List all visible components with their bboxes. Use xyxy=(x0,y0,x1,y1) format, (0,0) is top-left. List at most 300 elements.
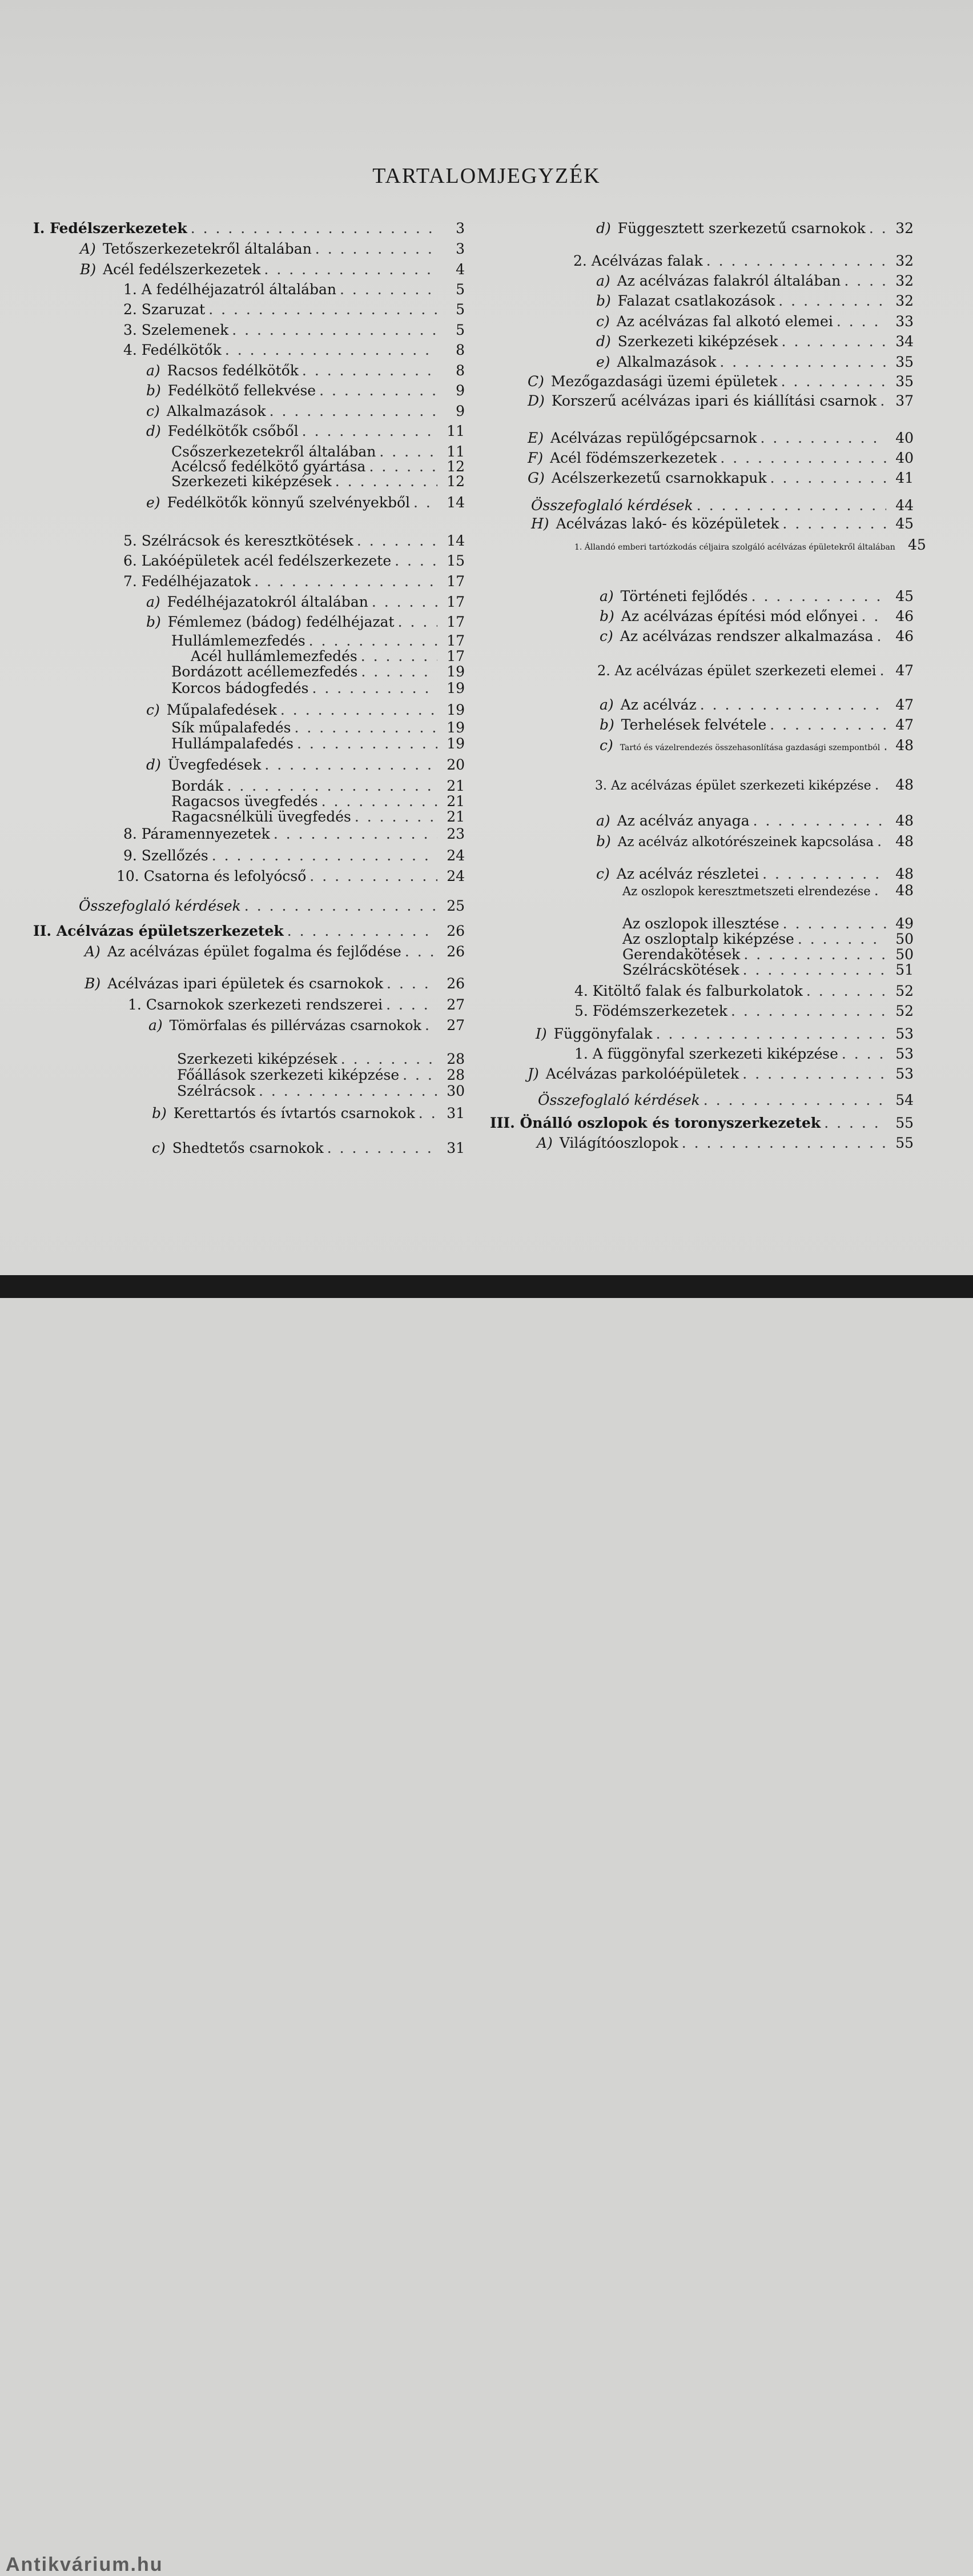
left-toc-entry xyxy=(152,1105,465,1121)
leader-dots xyxy=(254,574,437,590)
entry-page-number: 27 xyxy=(447,1017,465,1033)
entry-marker: a) xyxy=(146,594,160,610)
left-toc-entry xyxy=(146,403,465,419)
entry-title: Összefoglaló kérdések xyxy=(531,497,693,514)
entry-page-number: 53 xyxy=(895,1065,914,1082)
leader-dots xyxy=(419,1105,437,1121)
entry-page-number: 32 xyxy=(895,273,914,289)
entry-page-number: 21 xyxy=(447,778,465,794)
entry-title: Bordázott acéllemezfedés xyxy=(171,663,358,680)
leader-dots xyxy=(403,1067,437,1083)
leader-dots xyxy=(302,423,437,439)
entry-page-number: 14 xyxy=(447,532,465,549)
left-toc-entry xyxy=(85,944,465,960)
entry-title: Csőszerkezetekről általában xyxy=(171,443,376,460)
entry-page-number: 31 xyxy=(447,1105,465,1121)
entry-title: Fedélkötők könnyű szelvényekből xyxy=(167,494,411,511)
entry-page-number: 52 xyxy=(895,1003,914,1019)
entry-title: Fémlemez (bádog) fedélhéjazat xyxy=(167,614,395,630)
entry-marker: d) xyxy=(596,220,611,237)
entry-title: Az acélváz alkotórészeinek kapcsolása xyxy=(617,835,874,850)
leader-dots xyxy=(700,697,886,713)
left-toc-entry xyxy=(146,363,465,379)
left-toc-entry xyxy=(123,826,465,842)
left-toc-entry xyxy=(80,241,465,257)
leader-dots xyxy=(312,680,437,696)
entry-title: 1. Állandó emberi tartózkodás céljaira szolgáló acélvázas épületekről általában xyxy=(574,543,895,552)
leader-dots xyxy=(880,663,886,679)
entry-title: Hullámlemezfedés xyxy=(171,632,305,649)
entry-title: Acél fedélszerkezetek xyxy=(103,261,261,278)
leader-dots xyxy=(270,403,437,419)
entry-title: Acélvázas parkolóépületek xyxy=(545,1065,739,1082)
leader-dots xyxy=(369,459,437,475)
right-toc-entry xyxy=(528,393,914,409)
entry-title: 2. Az acélvázas épület szerkezeti elemei xyxy=(597,663,876,679)
leader-dots xyxy=(302,363,437,379)
left-toc-entry xyxy=(33,221,465,237)
entry-marker: J) xyxy=(528,1065,539,1082)
right-toc-entry xyxy=(596,354,914,370)
left-toc-entry xyxy=(171,680,465,696)
entry-title: 1. A függönyfal szerkezeti kiképzése xyxy=(574,1045,838,1062)
entry-page-number: 17 xyxy=(447,648,465,664)
leader-dots xyxy=(743,962,886,978)
leader-dots xyxy=(781,374,886,390)
entry-title: II. Acélvázas épületszerkezetek xyxy=(33,923,284,939)
leader-dots xyxy=(844,273,886,289)
entry-title: Acélszerkezetű csarnokkapuk xyxy=(551,470,767,486)
leader-dots xyxy=(770,717,886,733)
leader-dots xyxy=(297,736,437,752)
left-toc-entry xyxy=(177,1051,465,1067)
left-toc-entry xyxy=(85,976,465,992)
entry-marker: c) xyxy=(596,313,610,330)
leader-dots xyxy=(824,1115,886,1131)
right-toc-entry xyxy=(596,834,914,850)
leader-dots xyxy=(387,976,437,992)
entry-page-number: 37 xyxy=(895,392,914,409)
leader-dots xyxy=(875,777,886,793)
right-toc-entry xyxy=(600,717,914,733)
leader-dots xyxy=(191,221,437,237)
entry-title: Az acélvázas rendszer alkalmazása xyxy=(620,628,874,644)
entry-marker: b) xyxy=(596,833,611,850)
leader-dots xyxy=(656,1026,886,1042)
entry-marker: A) xyxy=(537,1135,553,1151)
entry-page-number: 9 xyxy=(456,382,465,399)
entry-page-number: 47 xyxy=(895,716,914,733)
entry-marker: a) xyxy=(148,1017,163,1033)
entry-marker: a) xyxy=(146,362,160,379)
leader-dots xyxy=(720,450,886,466)
leader-dots xyxy=(770,470,886,486)
entry-page-number: 23 xyxy=(447,826,465,842)
leader-dots xyxy=(783,916,886,932)
leader-dots xyxy=(372,594,437,610)
entry-title: Az acélvázas fal alkotó elemei xyxy=(616,313,833,330)
leader-dots xyxy=(874,883,886,899)
entry-title: Összefoglaló kérdések xyxy=(79,898,241,914)
entry-page-number: 19 xyxy=(447,735,465,752)
entry-page-number: 28 xyxy=(447,1051,465,1067)
leader-dots xyxy=(682,1135,886,1151)
entry-title: Az acélváz részletei xyxy=(616,866,759,882)
entry-page-number: 14 xyxy=(447,494,465,511)
leader-dots xyxy=(806,983,886,999)
right-toc-entry xyxy=(596,334,914,350)
entry-title: Hullámpalafedés xyxy=(171,735,293,752)
entry-marker: c) xyxy=(600,737,613,754)
entry-page-number: 48 xyxy=(895,866,914,882)
leader-dots xyxy=(309,868,437,884)
leader-dots xyxy=(357,533,437,549)
left-toc-entry xyxy=(146,383,465,399)
entry-title: 4. Fedélkötők xyxy=(123,342,222,358)
entry-title: Függönyfalak xyxy=(553,1025,653,1042)
left-toc-entry xyxy=(171,633,465,649)
left-toc-entry xyxy=(123,848,465,864)
right-toc-entry xyxy=(536,1026,914,1042)
entry-title: Üvegfedések xyxy=(167,756,262,773)
right-toc-entry xyxy=(622,947,914,963)
right-toc-entry xyxy=(531,498,914,514)
right-toc-entry xyxy=(600,697,914,713)
entry-marker: c) xyxy=(600,628,613,644)
leader-dots xyxy=(321,794,437,810)
entry-title: Az acélvázas épület fogalma és fejlődése xyxy=(107,943,401,960)
entry-title: Alkalmazások xyxy=(166,403,266,419)
entry-marker: b) xyxy=(600,608,614,624)
left-toc-entry xyxy=(123,553,465,569)
entry-page-number: 55 xyxy=(895,1135,914,1151)
entry-title: 3. Szelemenek xyxy=(123,322,229,338)
entry-title: Alkalmazások xyxy=(617,354,717,370)
entry-page-number: 35 xyxy=(895,373,914,390)
entry-title: Gerendakötések xyxy=(622,946,741,963)
entry-page-number: 41 xyxy=(895,470,914,486)
entry-page-number: 40 xyxy=(895,430,914,446)
left-toc-entry xyxy=(177,1067,465,1083)
right-toc-entry xyxy=(528,430,914,446)
entry-marker: a) xyxy=(600,588,614,604)
entry-marker: b) xyxy=(152,1105,167,1121)
watermark: Antikvárium.hu xyxy=(6,2554,163,2575)
bottom-band xyxy=(0,1275,973,2575)
left-toc-entry xyxy=(123,574,465,590)
leader-dots xyxy=(379,444,437,460)
entry-marker: a) xyxy=(600,696,614,713)
entry-title: Fedélkötők csőből xyxy=(167,423,299,439)
left-toc-entry xyxy=(171,720,465,736)
left-toc-entry xyxy=(152,1140,465,1156)
left-toc-entry xyxy=(171,664,465,680)
entry-title: Fedélkötő fellekvése xyxy=(167,382,316,399)
leader-dots xyxy=(386,997,437,1013)
leader-dots xyxy=(280,702,437,718)
entry-title: Korszerű acélvázas ipari és kiállítási csarnok xyxy=(551,392,877,409)
entry-page-number: 5 xyxy=(456,301,465,318)
leader-dots xyxy=(259,1083,437,1099)
entry-page-number: 50 xyxy=(895,931,914,947)
entry-page-number: 31 xyxy=(447,1140,465,1156)
left-toc-entry xyxy=(80,262,465,278)
right-toc-entry xyxy=(597,663,914,679)
entry-page-number: 5 xyxy=(456,322,465,338)
entry-page-number: 47 xyxy=(895,696,914,713)
entry-title: Korcos bádogfedés xyxy=(171,680,309,696)
entry-marker: a) xyxy=(596,273,610,289)
entry-page-number: 53 xyxy=(895,1045,914,1062)
entry-title: Az acélváz xyxy=(620,696,697,713)
entry-page-number: 25 xyxy=(447,898,465,914)
right-toc-entry xyxy=(622,883,914,899)
leader-dots xyxy=(782,516,886,532)
entry-page-number: 32 xyxy=(895,253,914,269)
right-toc-entry xyxy=(596,293,914,309)
left-toc-entry xyxy=(116,868,465,884)
entry-page-number: 17 xyxy=(447,614,465,630)
entry-title: Szerkezeti kiképzések xyxy=(177,1051,337,1067)
entry-title: Összefoglaló kérdések xyxy=(538,1092,700,1108)
leader-dots xyxy=(703,1092,886,1108)
entry-title: 8. Páramennyezetek xyxy=(123,826,270,842)
left-toc-entry xyxy=(146,594,465,610)
entry-page-number: 12 xyxy=(447,473,465,490)
entry-marker: A) xyxy=(85,943,100,960)
left-toc-entry xyxy=(171,474,465,490)
leader-dots xyxy=(340,282,437,298)
entry-page-number: 51 xyxy=(895,962,914,978)
right-toc-entry xyxy=(596,813,914,829)
entry-page-number: 33 xyxy=(895,313,914,330)
entry-title: Tartó és vázelrendezés összehasonlítása gazdasági szempontból xyxy=(620,743,880,752)
left-toc-entry xyxy=(123,282,465,298)
entry-title: Terhelések felvétele xyxy=(621,716,767,733)
entry-title: Történeti fejlődés xyxy=(620,588,748,604)
entry-page-number: 46 xyxy=(895,628,914,644)
entry-title: Az oszlopok illesztése xyxy=(622,915,779,932)
entry-title: Shedtetős csarnokok xyxy=(172,1140,324,1156)
left-toc-entry xyxy=(146,757,465,773)
entry-marker: I) xyxy=(536,1025,547,1042)
entry-title: Szélrácsok xyxy=(177,1083,255,1099)
leader-dots xyxy=(869,221,886,237)
entry-title: 5. Szélrácsok és keresztkötések xyxy=(123,532,353,549)
leader-dots xyxy=(753,813,886,829)
leader-dots xyxy=(425,1017,437,1033)
right-toc-entry xyxy=(595,777,914,794)
entry-page-number: 19 xyxy=(447,680,465,696)
entry-page-number: 8 xyxy=(456,342,465,358)
leader-dots xyxy=(398,614,437,630)
entry-title: Kerettartós és ívtartós csarnokok xyxy=(173,1105,415,1121)
right-toc-entry xyxy=(573,253,914,269)
entry-page-number: 54 xyxy=(895,1092,914,1108)
entry-title: Függesztett szerkezetű csarnokok xyxy=(617,220,866,237)
entry-title: 2. Acélvázas falak xyxy=(573,253,703,269)
entry-page-number: 52 xyxy=(895,983,914,999)
entry-page-number: 45 xyxy=(908,536,926,553)
right-toc-entry xyxy=(490,1115,914,1131)
leader-dots xyxy=(782,334,886,350)
entry-marker: H) xyxy=(531,515,549,532)
leader-dots xyxy=(227,778,437,794)
entry-page-number: 46 xyxy=(895,608,914,624)
entry-page-number: 53 xyxy=(895,1025,914,1042)
entry-title: Mezőgazdasági üzemi épületek xyxy=(550,373,778,390)
right-toc-entry xyxy=(596,273,914,289)
entry-page-number: 21 xyxy=(447,793,465,810)
entry-page-number: 28 xyxy=(447,1067,465,1083)
right-toc-entry xyxy=(600,588,914,604)
left-toc-entry xyxy=(79,898,465,914)
page-title: TARTALOMJEGYZÉK xyxy=(372,164,601,188)
right-toc-entry xyxy=(528,374,914,390)
entry-page-number: 19 xyxy=(447,663,465,680)
entry-title: 6. Lakóépületek acél fedélszerkezete xyxy=(123,552,392,569)
entry-title: Tetőszerkezetekről általában xyxy=(102,241,312,257)
entry-page-number: 5 xyxy=(456,281,465,298)
entry-marker: D) xyxy=(528,392,545,409)
leader-dots xyxy=(697,498,886,514)
right-toc-entry xyxy=(574,983,914,999)
entry-title: Acél födémszerkezetek xyxy=(550,450,717,466)
entry-marker: b) xyxy=(146,382,161,399)
leader-dots xyxy=(361,648,437,664)
left-toc-entry xyxy=(33,923,465,939)
left-toc-entry xyxy=(177,1083,465,1099)
right-toc-entry xyxy=(600,608,914,624)
entry-page-number: 44 xyxy=(895,497,914,514)
entry-page-number: 50 xyxy=(895,946,914,963)
entry-title: I. Fedélszerkezetek xyxy=(33,220,187,237)
leader-dots xyxy=(862,608,887,624)
entry-title: Acélvázas lakó- és középületek xyxy=(556,515,779,532)
left-toc-entry xyxy=(171,794,465,810)
left-toc-entry xyxy=(171,444,465,460)
entry-page-number: 27 xyxy=(447,996,465,1013)
entry-page-number: 48 xyxy=(895,737,914,754)
entry-page-number: 32 xyxy=(895,293,914,309)
leader-dots xyxy=(244,898,437,914)
leader-dots xyxy=(743,947,886,963)
entry-marker: F) xyxy=(528,450,544,466)
entry-title: 9. Szellőzés xyxy=(123,847,208,864)
entry-page-number: 55 xyxy=(895,1115,914,1131)
right-toc-entry xyxy=(538,1092,914,1108)
leader-dots xyxy=(212,848,437,864)
entry-marker: G) xyxy=(528,470,545,486)
entry-title: Világítóoszlopok xyxy=(559,1135,678,1151)
entry-page-number: 4 xyxy=(456,261,465,278)
entry-marker: e) xyxy=(146,494,160,511)
entry-page-number: 24 xyxy=(447,847,465,864)
right-toc-entry xyxy=(622,916,914,932)
leader-dots xyxy=(327,1140,437,1156)
right-toc-entry xyxy=(528,450,914,466)
leader-dots xyxy=(798,931,886,947)
entry-marker: C) xyxy=(528,373,544,390)
left-toc-entry xyxy=(171,736,465,752)
entry-title: Racsos fedélkötők xyxy=(167,362,299,379)
leader-dots xyxy=(731,1003,886,1019)
leader-dots xyxy=(361,664,437,680)
entry-page-number: 24 xyxy=(447,868,465,884)
entry-title: Szerkezeti kiképzések xyxy=(617,333,778,350)
entry-page-number: 3 xyxy=(456,241,465,257)
entry-page-number: 26 xyxy=(447,975,465,992)
entry-page-number: 48 xyxy=(895,833,914,850)
leader-dots xyxy=(208,302,437,318)
entry-page-number: 48 xyxy=(895,812,914,829)
leader-dots xyxy=(837,314,886,330)
leader-dots xyxy=(264,757,437,773)
left-toc-entry xyxy=(146,423,465,439)
left-toc-entry xyxy=(148,1017,465,1033)
entry-page-number: 11 xyxy=(447,443,465,460)
right-toc-entry xyxy=(574,1046,914,1062)
entry-title: 5. Födémszerkezetek xyxy=(574,1003,727,1019)
leader-dots xyxy=(315,241,437,257)
entry-page-number: 34 xyxy=(895,333,914,350)
leader-dots xyxy=(295,720,437,736)
leader-dots xyxy=(842,1046,886,1062)
left-toc-entry xyxy=(171,459,465,475)
entry-title: Bordák xyxy=(171,778,224,794)
entry-page-number: 19 xyxy=(447,719,465,736)
left-toc-entry xyxy=(171,778,465,794)
entry-title: Az oszlopok keresztmetszeti elrendezése xyxy=(622,884,871,898)
entry-title: Acélvázas ipari épületek és csarnokok xyxy=(107,975,384,992)
leader-dots xyxy=(395,553,437,569)
entry-marker: a) xyxy=(596,812,610,829)
leader-dots xyxy=(319,383,437,399)
left-toc-entry xyxy=(171,809,465,825)
leader-dots xyxy=(877,834,886,850)
left-toc-entry xyxy=(123,533,465,549)
entry-marker: c) xyxy=(596,866,610,882)
leader-dots xyxy=(742,1066,886,1082)
entry-marker: b) xyxy=(146,614,161,630)
leader-dots xyxy=(287,923,437,939)
entry-title: 7. Fedélhéjazatok xyxy=(123,573,251,590)
entry-title: Acél hullámlemezfedés xyxy=(191,648,357,664)
right-toc-entry xyxy=(600,628,914,644)
entry-title: Szerkezeti kiképzések xyxy=(171,473,332,490)
entry-page-number: 45 xyxy=(895,515,914,532)
entry-title: Sík műpalafedés xyxy=(171,719,291,736)
leader-dots xyxy=(751,588,886,604)
entry-marker: c) xyxy=(146,403,160,419)
entry-marker: c) xyxy=(152,1140,166,1156)
leader-dots xyxy=(274,826,437,842)
right-toc-entry xyxy=(528,470,914,486)
entry-title: 1. Csarnokok szerkezeti rendszerei xyxy=(128,996,383,1013)
left-toc-entry xyxy=(123,342,465,358)
entry-page-number: 3 xyxy=(456,220,465,237)
leader-dots xyxy=(335,474,437,490)
entry-title: Acélcső fedélkötő gyártása xyxy=(171,458,366,475)
leader-dots xyxy=(876,628,886,644)
entry-marker: b) xyxy=(596,293,611,309)
entry-marker: e) xyxy=(596,354,610,370)
entry-title: Tömörfalas és pillérvázas csarnokok xyxy=(169,1017,421,1033)
entry-title: Falazat csatlakozások xyxy=(617,293,775,309)
leader-dots xyxy=(762,866,886,882)
entry-page-number: 40 xyxy=(895,450,914,466)
right-toc-entry xyxy=(574,536,926,555)
